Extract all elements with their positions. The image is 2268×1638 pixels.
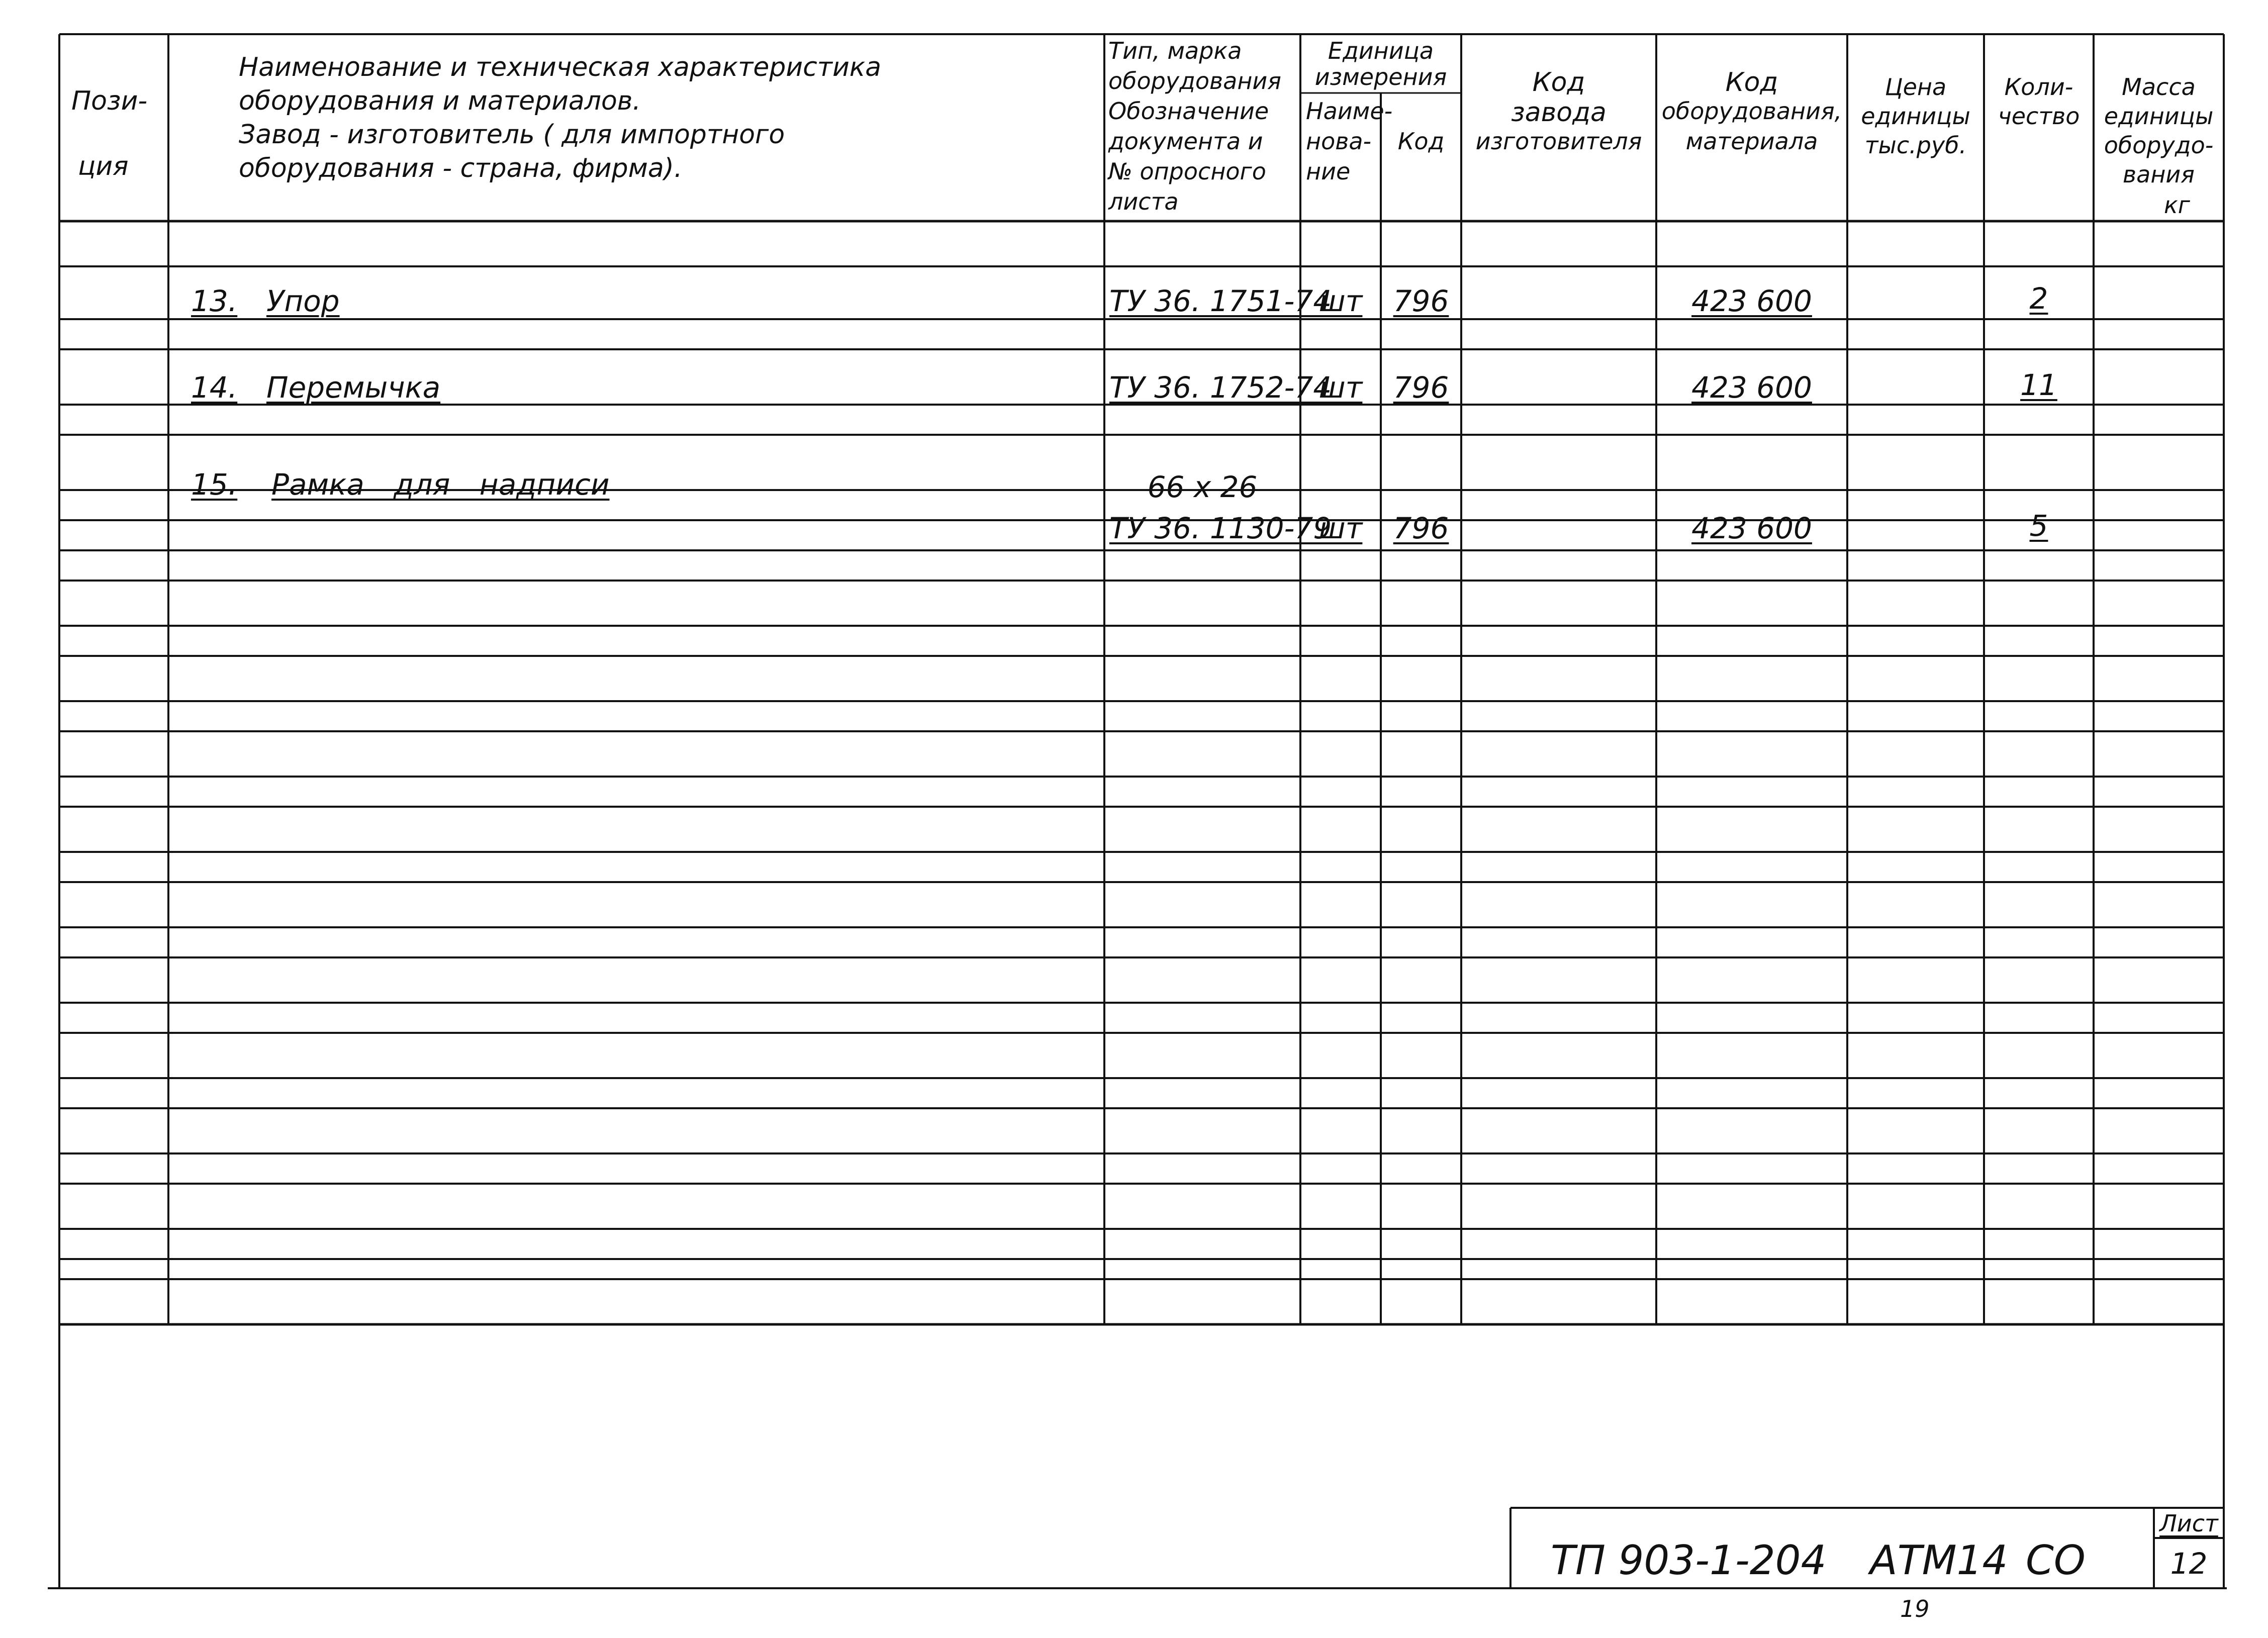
col-header-eq-line1: Код: [1725, 67, 1778, 98]
row-13-unit-code: 796: [1393, 284, 1449, 318]
row-13-type: ТУ 36. 1751-74: [1109, 284, 1332, 318]
col-header-name-line2: оборудования и материалов.: [239, 86, 641, 116]
row-14-unit: шт: [1318, 370, 1363, 405]
col-header-qty-line2: чество: [1998, 103, 2080, 130]
col-header-price-line3: тыс.руб.: [1864, 132, 1967, 159]
stamp-sheet-number: 12: [2170, 1547, 2208, 1581]
stamp-footnote: 19: [1900, 1595, 1930, 1622]
row-13-number: 13.: [191, 284, 238, 318]
row-15-unit: шт: [1318, 511, 1363, 545]
col-header-type-line3: Обозначение: [1108, 98, 1269, 125]
col-header-mass-line5: кг: [2164, 191, 2190, 219]
stamp-part-code: АТМ14: [1870, 1537, 2008, 1584]
col-header-mass-line1: Масса: [2122, 73, 2196, 101]
row-14-qty: 11: [2020, 368, 2057, 402]
row-15-number: 15.: [191, 467, 238, 502]
row-13-name: Упор: [266, 284, 340, 318]
row-15-eq-code: 423 600: [1691, 511, 1812, 545]
row-14-number: 14.: [191, 370, 238, 405]
col-header-type-line5: № опросного: [1108, 158, 1266, 185]
col-header-mfr-line2: завода: [1511, 98, 1606, 128]
col-header-type-line4: документа и: [1108, 128, 1263, 155]
row-14-eq-code: 423 600: [1691, 370, 1812, 405]
row-13-unit: шт: [1318, 284, 1363, 318]
col-header-price-line2: единицы: [1861, 103, 1970, 130]
col-header-unit-name-line1: Наиме-: [1306, 98, 1393, 125]
row-15-unit-code: 796: [1393, 511, 1449, 545]
col-header-unit-line2: измерения: [1314, 63, 1447, 90]
col-header-unit-line1: Единица: [1328, 37, 1434, 64]
col-header-mass-line3: оборудо-: [2104, 132, 2214, 159]
row-14-type: ТУ 36. 1752-74: [1109, 370, 1332, 405]
col-header-position-line1: Пози-: [71, 86, 148, 116]
col-header-eq-line2: оборудования,: [1661, 98, 1842, 125]
col-header-name-line4: оборудования - страна, фирма).: [239, 153, 683, 183]
col-header-unit-code: Код: [1397, 128, 1445, 155]
col-header-type-line6: листа: [1108, 188, 1179, 215]
stamp-sheet-label: Лист: [2159, 1510, 2218, 1537]
col-header-mass-line4: вания: [2123, 161, 2195, 188]
col-header-name-line1: Наименование и техническая характеристика: [239, 52, 882, 82]
col-header-position-line2: ция: [78, 151, 129, 181]
col-header-type-line2: оборудования: [1108, 67, 1281, 94]
row-13-qty: 2: [2029, 281, 2048, 316]
row-15-type: ТУ 36. 1130-79: [1109, 511, 1332, 545]
col-header-name-line3: Завод - изготовитель ( для импортного: [239, 120, 785, 150]
row-14-name: Перемычка: [266, 370, 441, 405]
row-15-qty: 5: [2029, 509, 2048, 543]
stamp-suffix: СО: [2026, 1537, 2086, 1584]
col-header-type-line1: Тип, марка: [1108, 37, 1242, 64]
stamp-doc-code: ТП 903-1-204: [1551, 1537, 1827, 1584]
row-14-unit-code: 796: [1393, 370, 1449, 405]
col-header-mfr-line3: изготовителя: [1475, 128, 1642, 155]
col-header-mass-line2: единицы: [2104, 103, 2214, 130]
row-15-type-dimensions: 66 x 26: [1147, 470, 1258, 504]
col-header-qty-line1: Коли-: [2004, 73, 2073, 101]
row-15-name: Рамка для надписи: [271, 467, 610, 502]
col-header-price-line1: Цена: [1884, 73, 1947, 101]
col-header-eq-line3: материала: [1685, 128, 1818, 155]
col-header-unit-name-line3: ние: [1306, 158, 1351, 185]
col-header-mfr-line1: Код: [1532, 67, 1585, 98]
row-13-eq-code: 423 600: [1691, 284, 1812, 318]
col-header-unit-name-line2: нова-: [1306, 128, 1372, 155]
